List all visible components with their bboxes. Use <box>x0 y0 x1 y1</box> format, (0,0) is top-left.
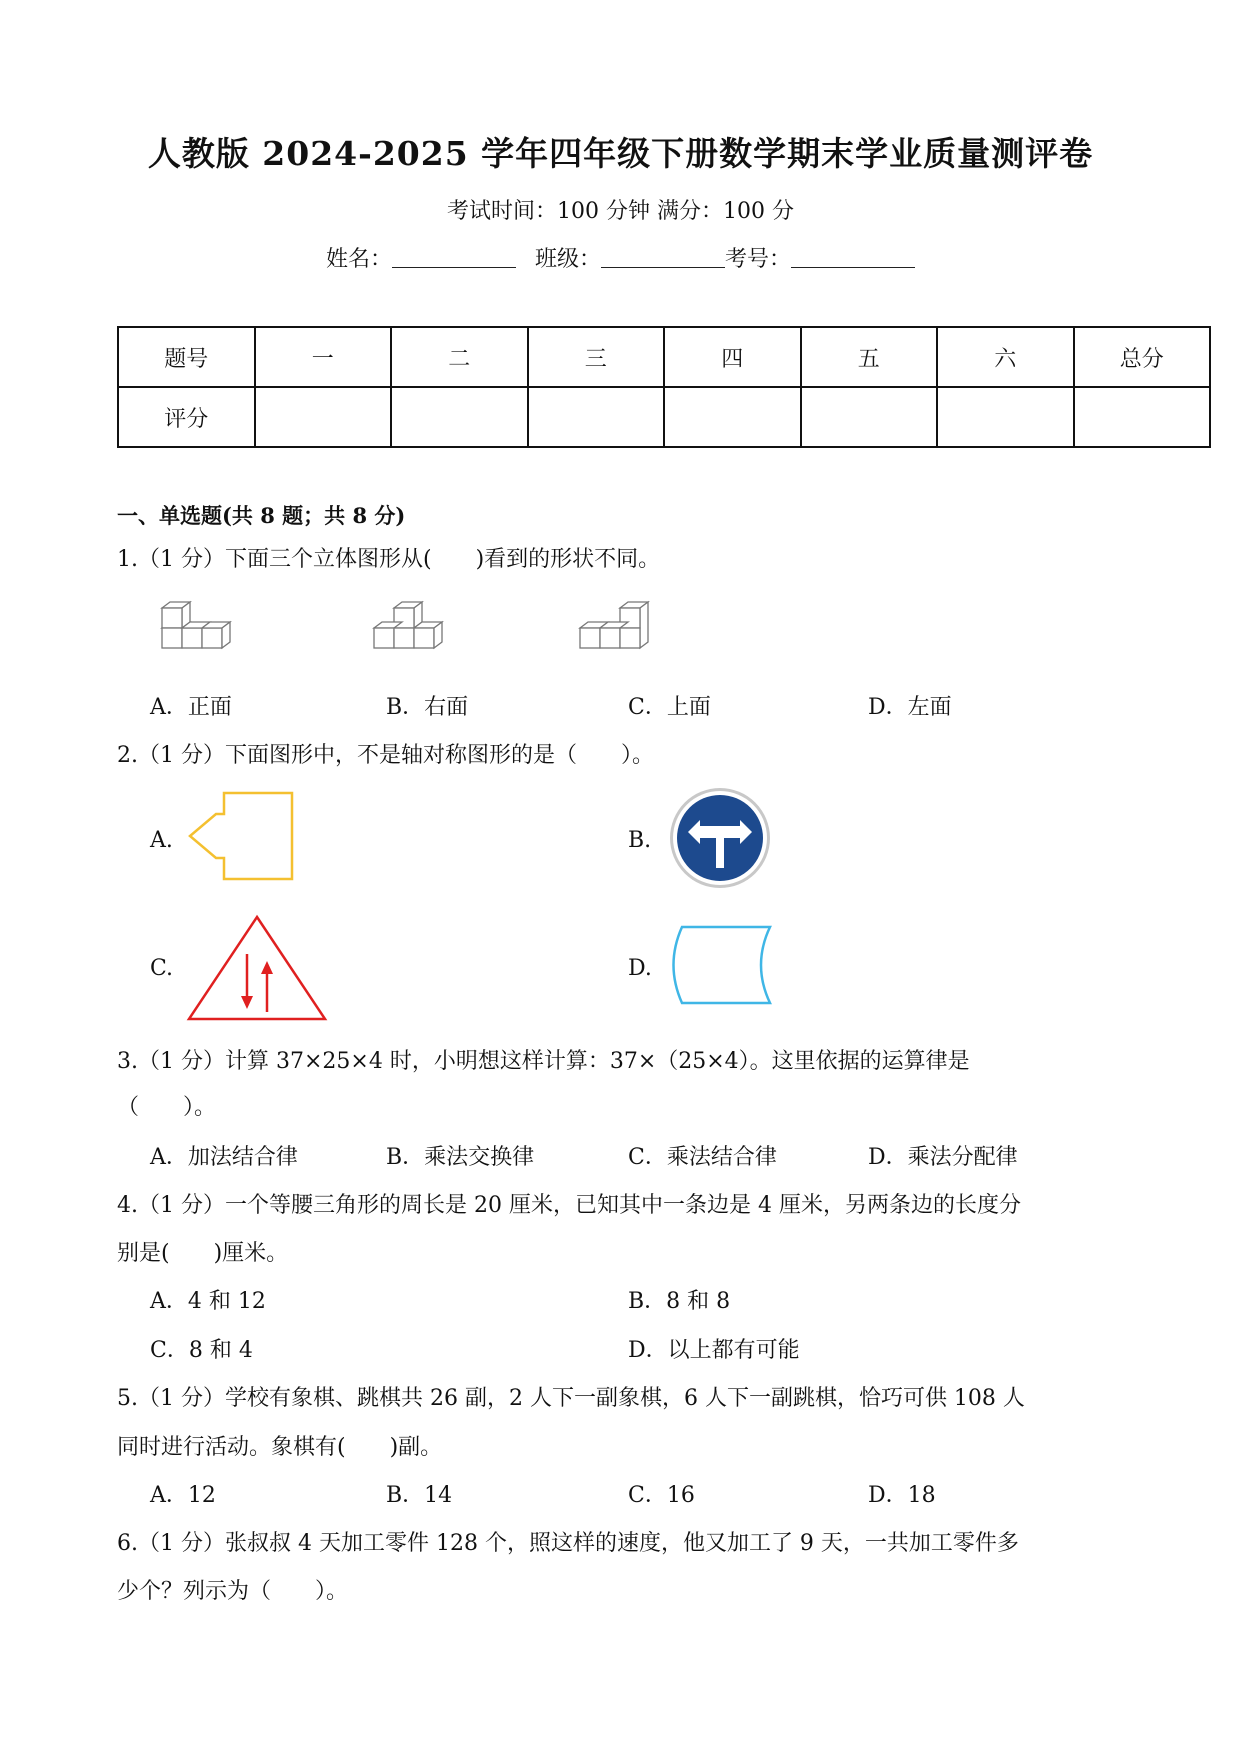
cube-figure-c <box>578 600 658 660</box>
question-4-line-2: 别是( )厘米。 <box>117 1241 289 1266</box>
student-info <box>0 242 1241 273</box>
q5-option-a[interactable]: A．12 <box>150 1483 216 1508</box>
question-1: 1.（1 分）下面三个立体图形从( )看到的形状不同。 <box>117 547 661 572</box>
score-header-row <box>118 327 1210 387</box>
q2-option-c[interactable]: C. <box>150 956 174 981</box>
page-title: 人教版 2024-2025 学年四年级下册数学期末学业质量测评卷 <box>147 134 1094 173</box>
score-header-cell: 一 <box>255 327 392 387</box>
question-3-line-2: （ ）。 <box>117 1095 217 1120</box>
q1-option-c[interactable]: C．上面 <box>628 695 711 720</box>
q1-option-a[interactable]: A．正面 <box>150 695 232 720</box>
score-header-cell: 五 <box>801 327 938 387</box>
class-blank[interactable] <box>601 249 725 268</box>
cube-figure-b <box>372 600 452 660</box>
score-cell[interactable] <box>391 387 528 447</box>
question-6-line-2: 少个？列示为（ ）。 <box>117 1579 349 1604</box>
road-sign-figure <box>668 786 772 890</box>
q2-option-a[interactable]: A. <box>150 828 173 853</box>
question-3-line-1: 3.（1 分）计算 37×25×4 时，小明想这样计算：37×（25×4）。这里依据的运算律是 <box>117 1049 970 1074</box>
score-header-cell: 总分 <box>1074 327 1211 387</box>
score-cell[interactable] <box>801 387 938 447</box>
q2-option-d[interactable]: D. <box>628 956 652 981</box>
score-header-cell: 题号 <box>118 327 255 387</box>
id-label: 考号： <box>725 247 792 272</box>
score-cell[interactable] <box>937 387 1074 447</box>
question-4-line-1: 4.（1 分）一个等腰三角形的周长是 20 厘米，已知其中一条边是 4 厘米，另两条边的长度分 <box>117 1193 1021 1218</box>
q2-option-b[interactable]: B. <box>628 828 652 853</box>
q5-option-c[interactable]: C．16 <box>628 1483 695 1508</box>
q5-option-d[interactable]: D．18 <box>868 1483 936 1508</box>
question-5-line-1: 5.（1 分）学校有象棋、跳棋共 26 副，2 人下一副象棋，6 人下一副跳棋，恰巧可供 108 人 <box>117 1386 1025 1411</box>
question-5-line-2: 同时进行活动。象棋有( )副。 <box>117 1435 443 1460</box>
score-header-cell: 二 <box>391 327 528 387</box>
cube-figure-a <box>160 600 240 660</box>
score-cell[interactable] <box>1074 387 1211 447</box>
q4-option-d[interactable]: D．以上都有可能 <box>628 1338 800 1363</box>
score-cell[interactable] <box>528 387 665 447</box>
exam-meta: 考试时间：100 分钟 满分：100 分 <box>447 199 794 224</box>
q1-option-b[interactable]: B．右面 <box>386 695 469 720</box>
q5-option-b[interactable]: B．14 <box>386 1483 453 1508</box>
q4-option-a[interactable]: A．4 和 12 <box>150 1289 266 1314</box>
score-row <box>118 387 1210 447</box>
q3-option-d[interactable]: D．乘法分配律 <box>868 1145 1018 1170</box>
name-label: 姓名： <box>325 247 392 272</box>
score-header-cell: 三 <box>528 327 665 387</box>
q4-option-c[interactable]: C．8 和 4 <box>150 1338 253 1363</box>
q4-option-b[interactable]: B．8 和 8 <box>628 1289 731 1314</box>
name-blank[interactable] <box>392 249 516 268</box>
curved-shape-figure <box>662 924 774 1006</box>
id-blank[interactable] <box>791 249 915 268</box>
score-header-cell: 四 <box>664 327 801 387</box>
q3-option-a[interactable]: A．加法结合律 <box>150 1145 298 1170</box>
score-cell[interactable] <box>664 387 801 447</box>
section-title: 一、单选题(共 8 题；共 8 分) <box>117 503 406 528</box>
q3-option-b[interactable]: B．乘法交换律 <box>386 1145 535 1170</box>
score-header-cell: 六 <box>937 327 1074 387</box>
q1-option-d[interactable]: D．左面 <box>868 695 952 720</box>
arrow-shape-figure <box>186 790 296 882</box>
score-cell[interactable] <box>255 387 392 447</box>
question-2: 2.（1 分）下面图形中，不是轴对称图形的是（ ）。 <box>117 743 654 768</box>
warning-triangle-figure <box>186 914 328 1022</box>
class-label: 班级： <box>534 247 601 272</box>
question-6-line-1: 6.（1 分）张叔叔 4 天加工零件 128 个，照这样的速度，他又加工了 9 天，一共加工零件多 <box>117 1531 1019 1556</box>
score-row-label: 评分 <box>118 387 255 447</box>
q3-option-c[interactable]: C．乘法结合律 <box>628 1145 777 1170</box>
score-table <box>117 326 1211 448</box>
